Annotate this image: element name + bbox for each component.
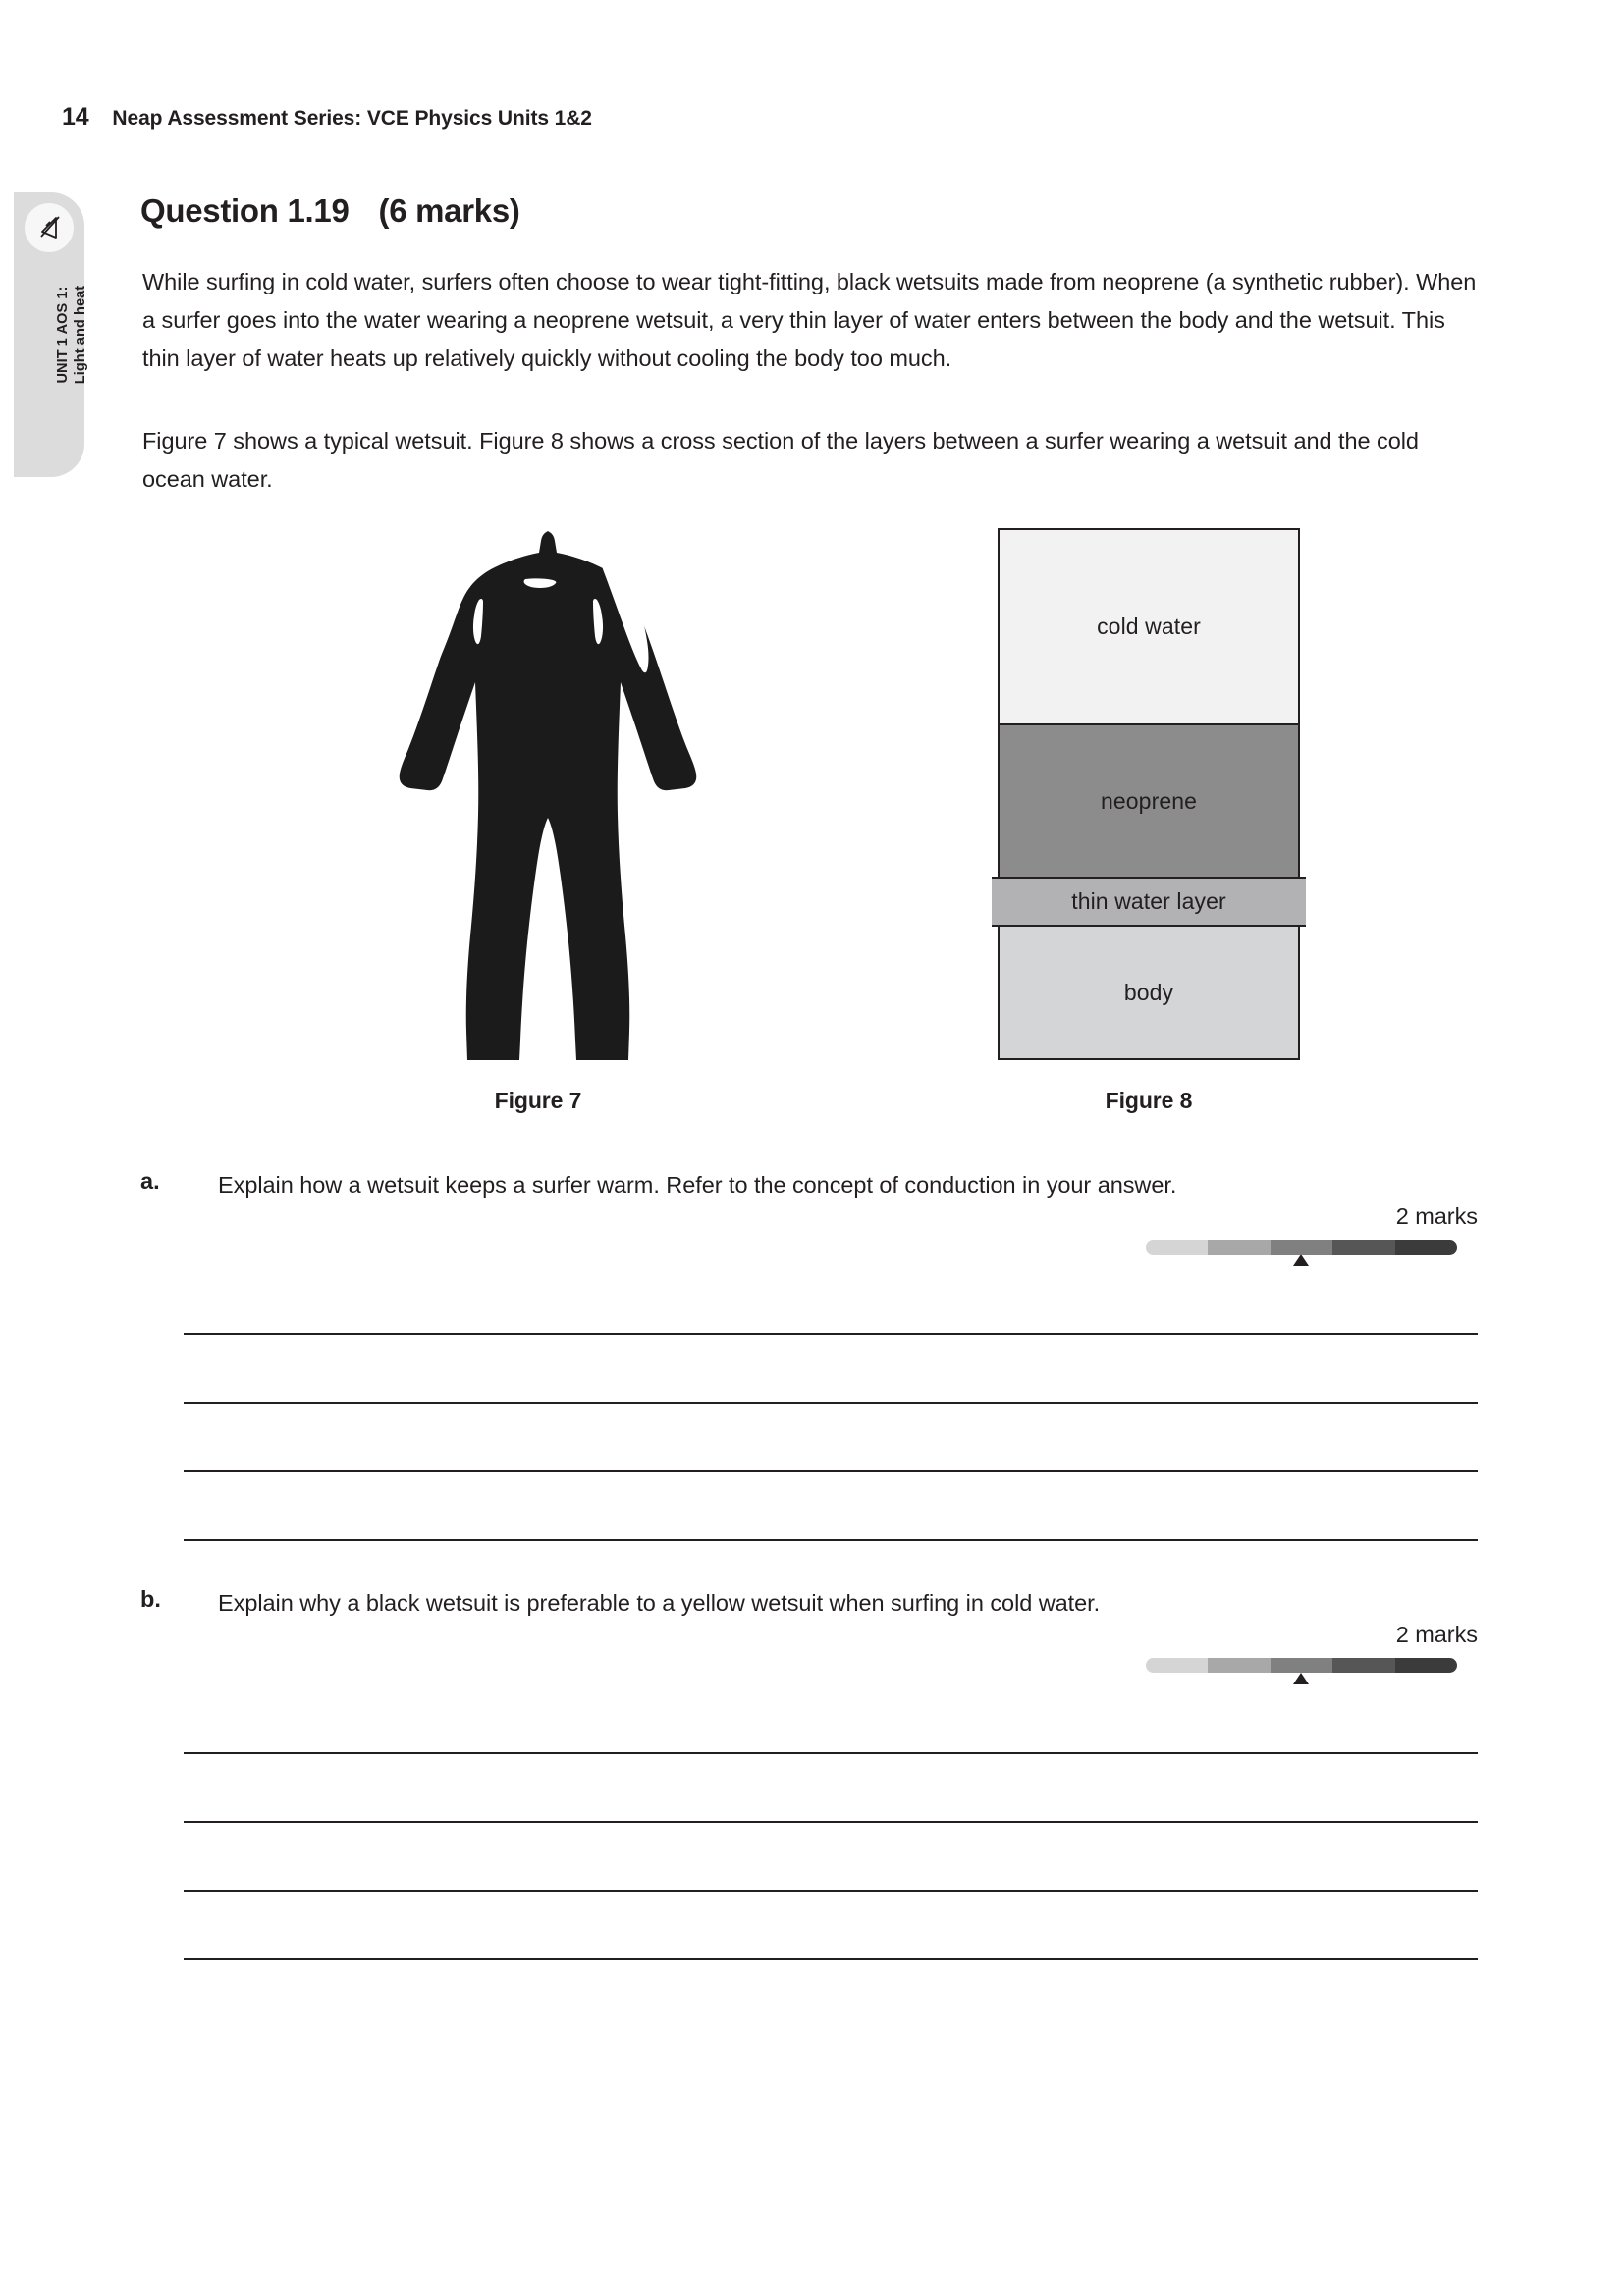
difficulty-segment-1 <box>1146 1240 1208 1255</box>
part-a-answer-line-2[interactable] <box>184 1402 1478 1404</box>
part-a-marks: 2 marks <box>1395 1203 1478 1229</box>
part-b-marks: 2 marks <box>1395 1622 1478 1647</box>
page-number: 14 <box>62 103 89 131</box>
difficulty-segment-1 <box>1146 1658 1208 1673</box>
part-a-letter: a. <box>140 1168 160 1194</box>
part-a-difficulty-marker <box>1293 1255 1309 1266</box>
unit-side-tab-line2: Light and heat <box>73 285 88 385</box>
layer-neoprene <box>998 723 1300 877</box>
difficulty-segment-5 <box>1395 1658 1457 1673</box>
part-b-difficulty-marker <box>1293 1673 1309 1684</box>
part-a-answer-line-3[interactable] <box>184 1470 1478 1472</box>
figure-8-layer-diagram <box>998 528 1300 1060</box>
difficulty-segment-4 <box>1332 1658 1394 1673</box>
question-marks: (6 marks) <box>378 192 520 229</box>
difficulty-segment-2 <box>1208 1240 1270 1255</box>
question-stem-paragraph-1: While surfing in cold water, surfers often choose to wear tight-fitting, black wetsuits made from neoprene (a synthetic rubber). When a surfer goes into the water wearing a neoprene wetsuit, a very thin layer of water enters between the body and the wetsuit. This thin layer of water heats up relatively quickly without cooling the body too much. <box>142 269 1477 371</box>
part-a-answer-line-1[interactable] <box>184 1333 1478 1335</box>
difficulty-segment-2 <box>1208 1658 1270 1673</box>
question-stem-paragraph-2: Figure 7 shows a typical wetsuit. Figure 8 shows a cross section of the layers between a surfer wearing a wetsuit and the cold ocean water. <box>142 428 1419 492</box>
layer-body <box>998 927 1300 1060</box>
part-b-difficulty-track <box>1146 1658 1457 1673</box>
question-number: Question 1.19 <box>140 192 350 229</box>
layer-thin-water-label: thin water layer <box>1071 888 1226 914</box>
part-b-answer-line-1[interactable] <box>184 1752 1478 1754</box>
layer-neoprene-label: neoprene <box>1101 787 1197 814</box>
difficulty-segment-3 <box>1271 1658 1332 1673</box>
part-b-letter: b. <box>140 1586 161 1612</box>
part-a-text: Explain how a wetsuit keeps a surfer warm. Refer to the concept of conduction in your answer. <box>218 1172 1177 1198</box>
part-a-answer-line-4[interactable] <box>184 1539 1478 1541</box>
part-a-difficulty-bar <box>1146 1240 1457 1255</box>
part-b-text: Explain why a black wetsuit is preferable to a yellow wetsuit when surfing in cold water. <box>218 1590 1101 1616</box>
part-b-difficulty-bar <box>1146 1658 1457 1673</box>
running-header <box>62 103 592 132</box>
unit-side-tab-label <box>14 192 88 477</box>
figure-7-wetsuit-image <box>376 528 700 1060</box>
part-b-answer-line-2[interactable] <box>184 1821 1478 1823</box>
difficulty-segment-4 <box>1332 1240 1394 1255</box>
figure-8-caption: Figure 8 <box>1105 1088 1193 1113</box>
figure-7-caption: Figure 7 <box>494 1088 582 1113</box>
layer-body-label: body <box>1123 979 1174 1005</box>
layer-cold-water <box>998 528 1300 723</box>
layer-thin-water <box>992 877 1306 927</box>
part-b-answer-line-3[interactable] <box>184 1890 1478 1892</box>
difficulty-segment-3 <box>1271 1240 1332 1255</box>
part-b-answer-line-4[interactable] <box>184 1958 1478 1960</box>
difficulty-segment-5 <box>1395 1240 1457 1255</box>
question-heading <box>140 192 520 230</box>
layer-cold-water-label: cold water <box>1097 614 1201 639</box>
unit-side-tab <box>14 192 88 477</box>
unit-side-tab-line1: UNIT 1 AOS 1: <box>54 286 71 384</box>
part-a-difficulty-track <box>1146 1240 1457 1255</box>
header-title: Neap Assessment Series: VCE Physics Units 1&2 <box>112 107 592 130</box>
